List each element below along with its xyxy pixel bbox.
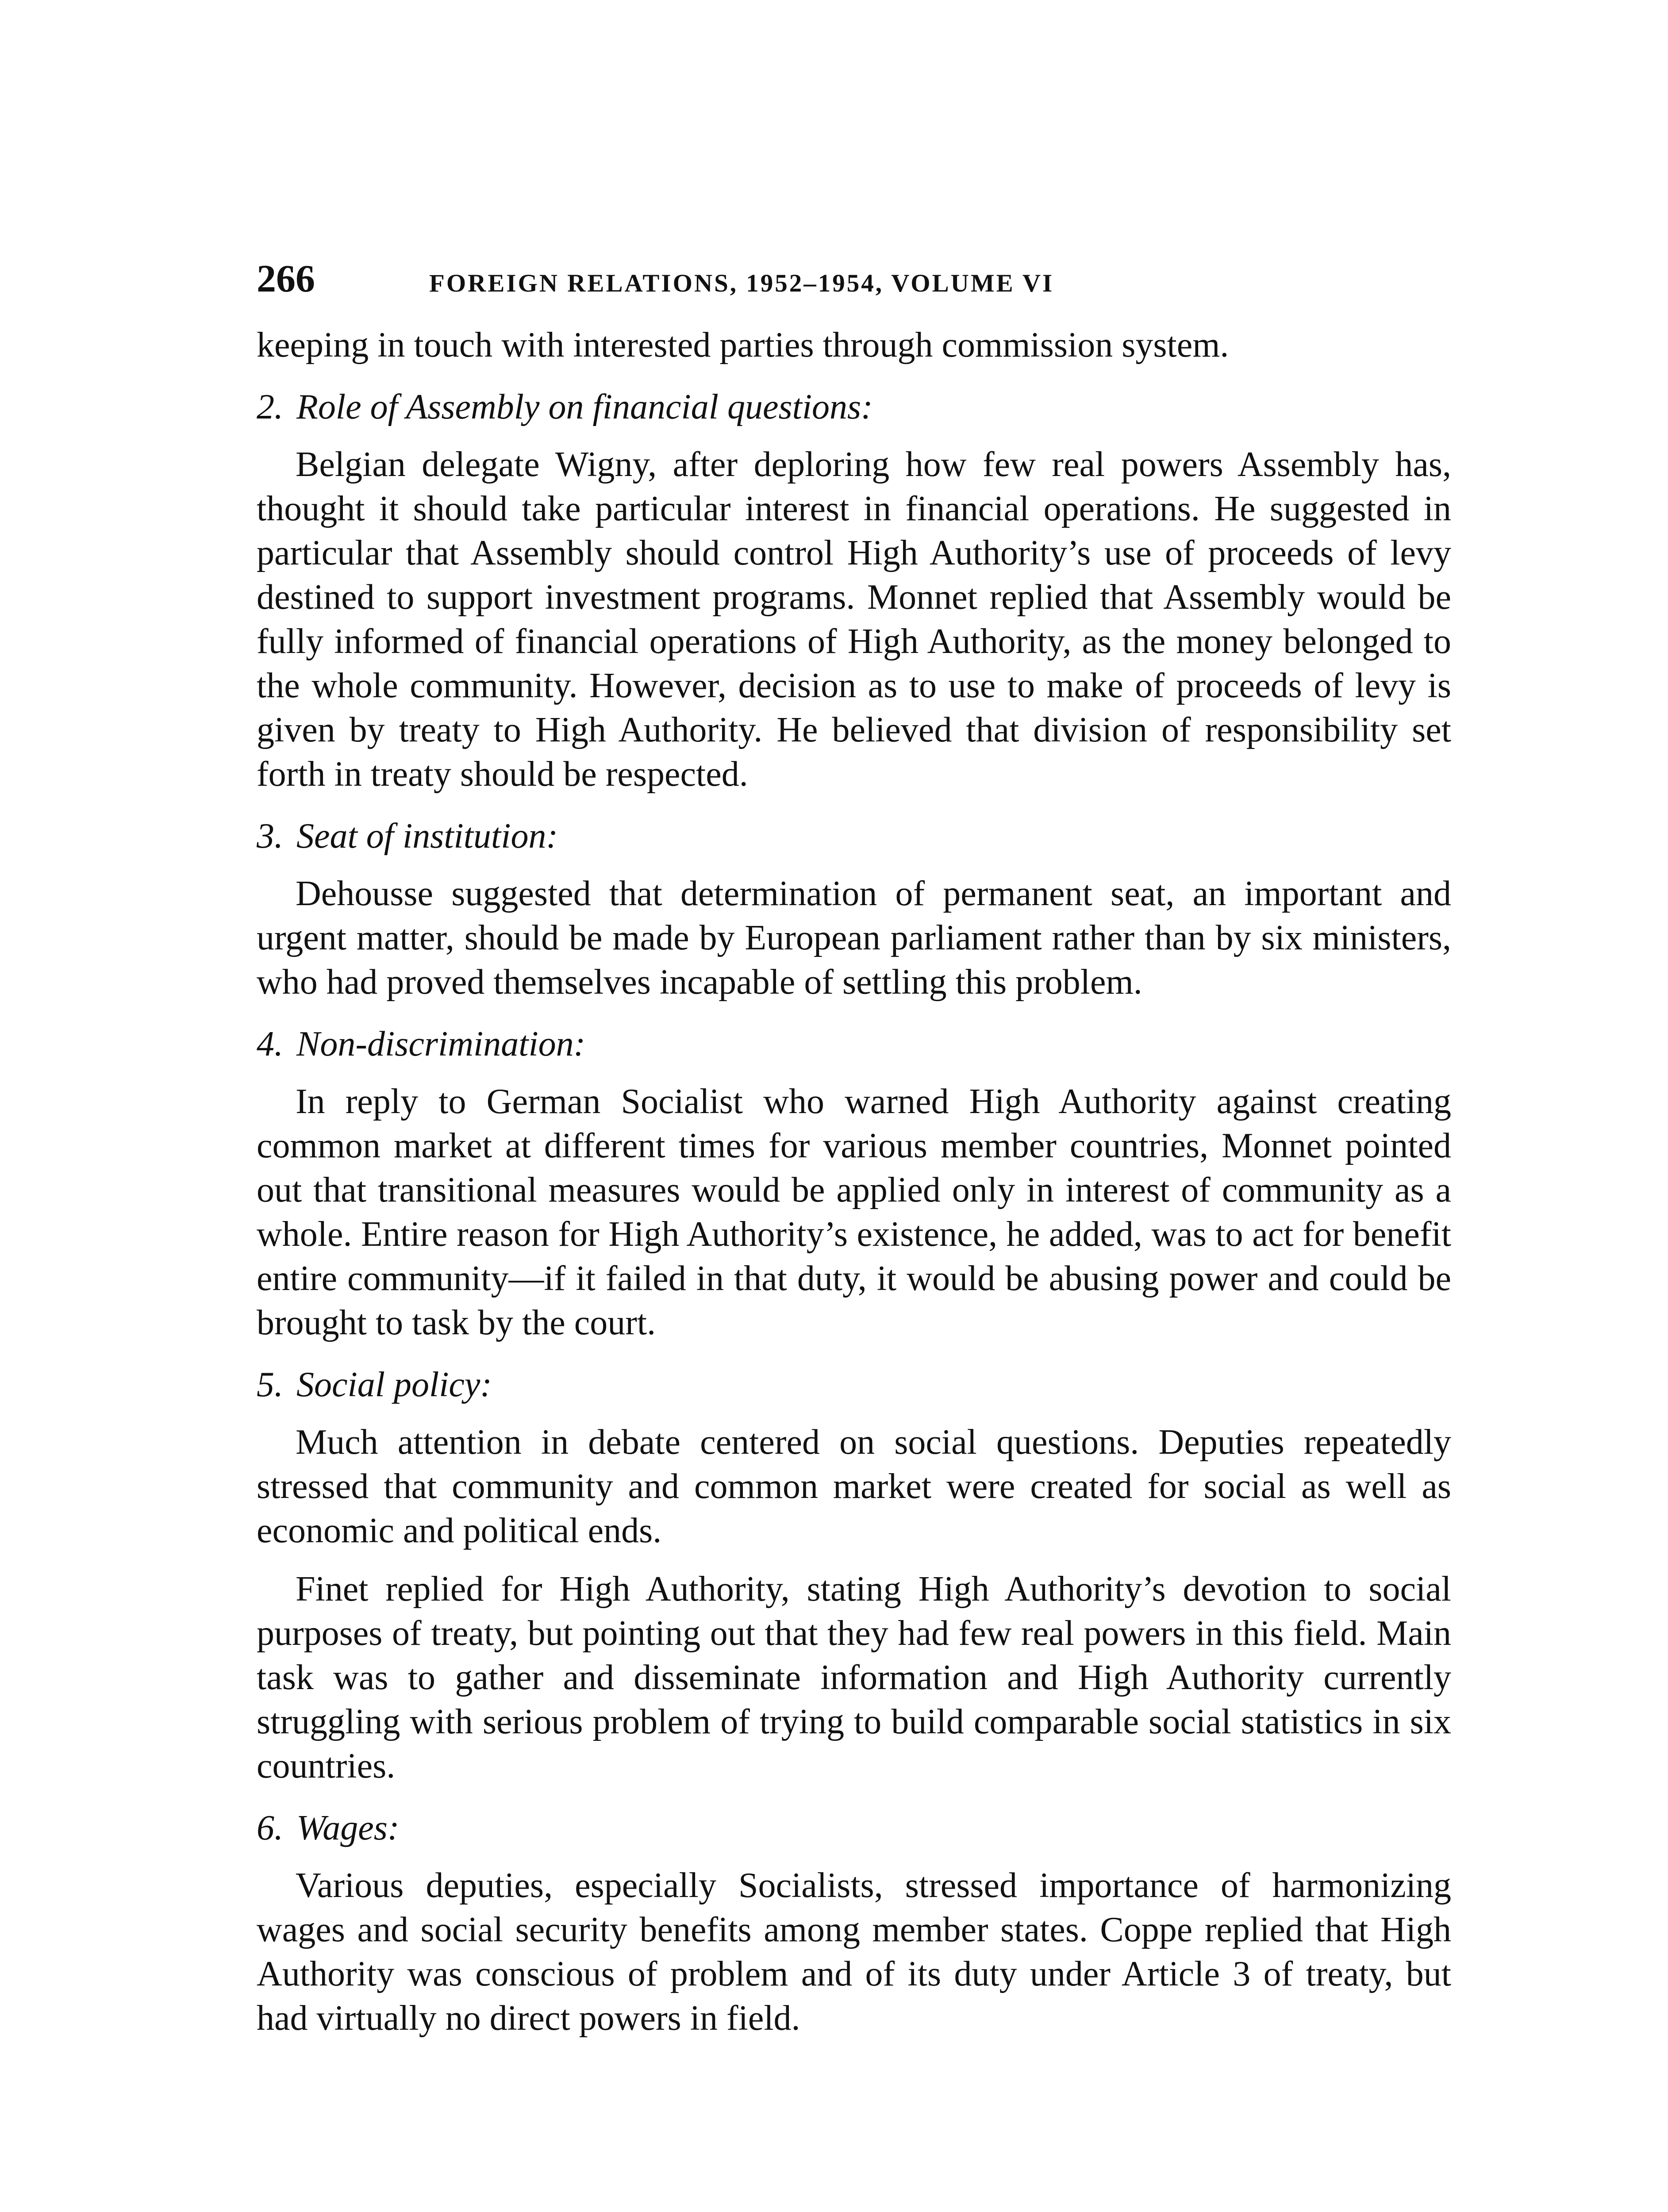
paragraph: Dehousse suggested that determination of permanent seat, an important and urgent matter, should be made by European parliament rather than by six ministers, who had proved themselves incapable of settling this problem. [257,874,1451,1002]
section-number: 5. [257,1365,283,1404]
running-header [257,257,1451,323]
section-non-discrimination [257,1022,1451,1345]
document-page [257,257,1451,2040]
section-title: Seat of institution: [296,817,558,856]
section-number: 3. [257,817,283,856]
section-heading [257,385,1451,429]
section-seat-of-institution [257,814,1451,1004]
section-title: Non-discrimination: [296,1025,586,1064]
section-wages [257,1806,1451,2040]
paragraph: In reply to German Socialist who warned High Authority against creating common market at different times for various member countries, Monnet pointed out that transitional measures would be applied only in interest of community as a whole. Entire reason for High Authority’s existence, he added, was to act for benefit entire community—if it failed in that duty, it would be abusing power and could be brought to task by the court. [257,1082,1451,1342]
section-title: Social policy: [296,1365,492,1404]
page-number: 266 [257,257,315,300]
continuation-paragraph: keeping in touch with interested parties through commission system. [257,326,1229,365]
section-heading [257,1363,1451,1407]
paragraph: Much attention in debate centered on social questions. Deputies repeatedly stressed that community and common market were created for social as well as economic and political ends. [257,1423,1451,1550]
section-heading [257,1022,1451,1066]
paragraph: Finet replied for High Authority, stating High Authority’s devotion to social purposes of treaty, but pointing out that they had few real powers in this field. Main task was to gather and disseminate information and High Authority currently struggling with serious problem of trying to build comparable social statistics in six countries. [257,1570,1451,1786]
section-title: Wages: [296,1809,400,1847]
section-number: 6. [257,1809,283,1847]
section-role-of-assembly [257,385,1451,796]
section-title: Role of Assembly on financial questions: [296,388,873,426]
section-heading [257,1806,1451,1850]
paragraph: Belgian delegate Wigny, after deploring how few real powers Assembly has, thought it should take particular interest in financial operations. He suggested in particular that Assembly should control High Authority’s use of proceeds of levy destined to support investment programs. Monnet replied that Assembly would be fully informed of financial operations of High Authority, as the money belonged to the whole community. However, decision as to use to make of proceeds of levy is given by treaty to High Authority. He believed that division of responsibility set forth in treaty should be respected. [257,445,1451,794]
running-title: FOREIGN RELATIONS, 1952–1954, VOLUME VI [429,269,1054,297]
section-heading [257,814,1451,858]
section-social-policy [257,1363,1451,1788]
section-number: 4. [257,1025,283,1064]
section-number: 2. [257,388,283,426]
paragraph: Various deputies, especially Socialists, stressed importance of harmonizing wages and social security benefits among member states. Coppe replied that High Authority was conscious of problem and of its duty under Article 3 of treaty, but had virtually no direct powers in field. [257,1866,1451,2038]
body-text [257,323,1451,2040]
